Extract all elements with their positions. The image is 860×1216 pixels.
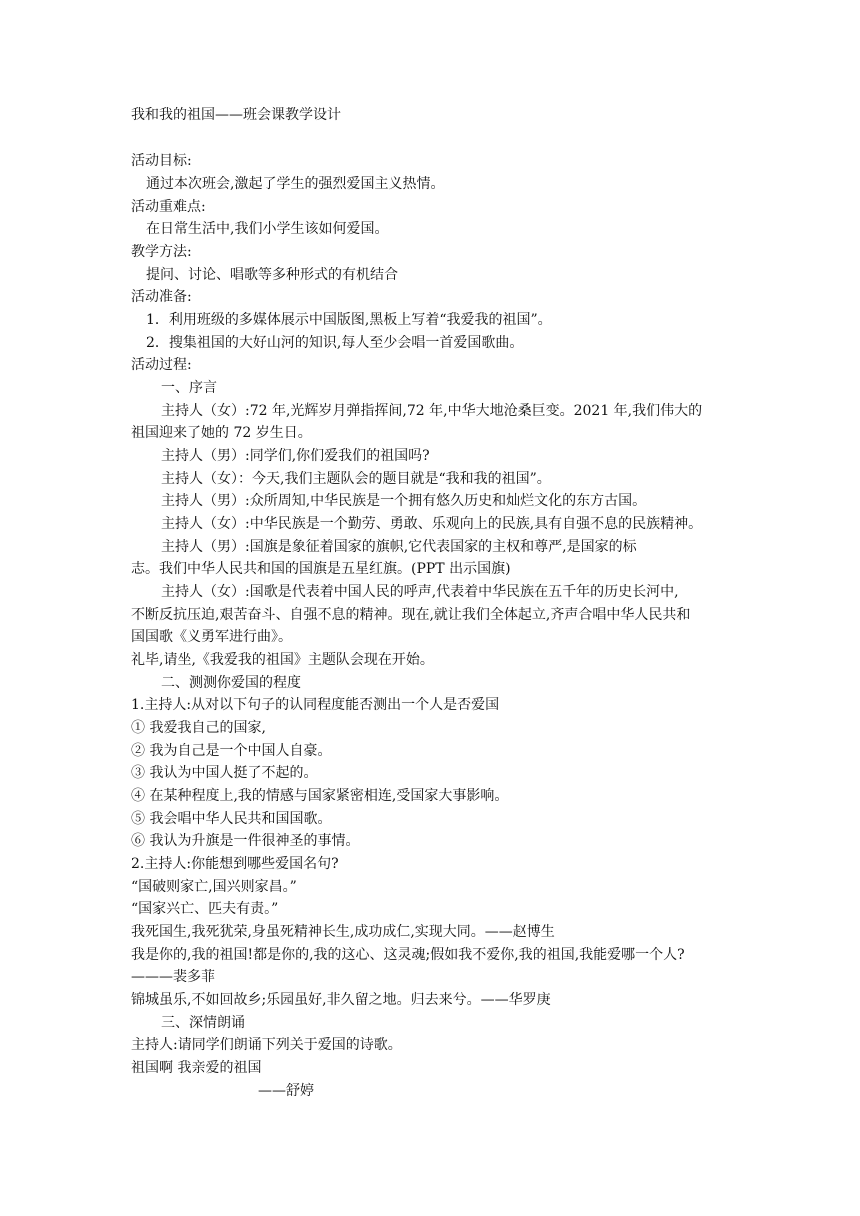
quote-line: 我是你的,我的祖国!都是你的,我的这心、这灵魂;假如我不爱你,我的祖国,我能爱哪一个人? [131, 947, 685, 963]
survey-item: ⑤ 我会唱中华人民共和国国歌。 [131, 811, 332, 827]
quote-line: “国破则家亡,国兴则家昌。” [131, 879, 297, 895]
objective-text: 通过本次班会,激起了学生的强烈爱国主义热情。 [146, 176, 445, 192]
difficulty-heading: 活动重难点: [131, 199, 206, 215]
quote-line: ———裴多菲 [131, 969, 215, 985]
survey-item: ④ 在某种程度上,我的情感与国家紧密相连,受国家大事影响。 [131, 788, 509, 804]
survey-item: ⑥ 我认为升旗是一件很神圣的事情。 [131, 833, 360, 849]
section1-line: 志。我们中华人民共和国的国旗是五星红旗。(PPT 出示国旗) [131, 561, 511, 577]
poem-author: ——舒婷 [258, 1083, 314, 1099]
difficulty-text: 在日常生活中,我们小学生该如何爱国。 [146, 221, 389, 237]
section1-line: 主持人（男）:同学们,你们爱我们的祖国吗? [161, 448, 430, 464]
section1-line: 主持人（女）:中华民族是一个勤劳、勇敢、乐观向上的民族,具有自强不息的民族精神。 [161, 516, 703, 532]
section1-line: 不断反抗压迫,艰苦奋斗、自强不息的精神。现在,就让我们全体起立,齐声合唱中华人民共和 [131, 607, 691, 623]
section1-line: 主持人（男）:国旗是象征着国家的旗帜,它代表国家的主权和尊严,是国家的标 [161, 539, 637, 555]
document-title: 我和我的祖国——班会课教学设计 [131, 107, 341, 123]
section2-title: 二、测测你爱国的程度 [161, 675, 301, 691]
section1-line: 祖国迎来了她的 72 岁生日。 [131, 425, 312, 441]
quote-line: “国家兴亡、匹夫有责。” [131, 901, 279, 917]
section2-question: 1.主持人:从对以下句子的认同程度能否测出一个人是否爱国 [131, 697, 500, 713]
prep-item: 2．搜集祖国的大好山河的知识,每人至少会唱一首爱国歌曲。 [146, 335, 524, 351]
prep-item: 1．利用班级的多媒体展示中国版图,黑板上写着“我爱我的祖国”。 [146, 312, 552, 328]
section1-line: 国国歌《义勇军进行曲》。 [131, 629, 292, 645]
section1-line: 主持人（女）:国歌是代表着中国人民的呼声,代表着中华民族在五千年的历史长河中, [161, 584, 679, 600]
section2-question: 2.主持人:你能想到哪些爱国名句? [131, 856, 339, 872]
survey-item: ③ 我认为中国人挺了不起的。 [131, 765, 318, 781]
prep-heading: 活动准备: [131, 289, 192, 305]
survey-item: ① 我爱我自己的国家, [131, 720, 266, 736]
quote-line: 我死国生,我死犹荣,身虽死精神长生,成功成仁,实现大同。——赵博生 [131, 924, 555, 940]
poem-title: 祖国啊 我亲爱的祖国 [131, 1060, 262, 1076]
section3-title: 三、深情朗诵 [161, 1015, 245, 1031]
method-text: 提问、讨论、唱歌等多种形式的有机结合 [146, 267, 398, 283]
survey-item: ② 我为自己是一个中国人自豪。 [131, 743, 332, 759]
section3-intro: 主持人:请同学们朗诵下列关于爱国的诗歌。 [131, 1037, 402, 1053]
quote-line: 锦城虽乐,不如回故乡;乐园虽好,非久留之地。归去来兮。——华罗庚 [131, 992, 551, 1008]
objective-heading: 活动目标: [131, 153, 192, 169]
process-heading: 活动过程: [131, 357, 192, 373]
section1-line: 主持人（男）:众所周知,中华民族是一个拥有悠久历史和灿烂文化的东方古国。 [161, 493, 647, 509]
section1-line: 礼毕,请坐,《我爱我的祖国》主题队会现在开始。 [131, 652, 434, 668]
section1-title: 一、序言 [161, 380, 217, 396]
section1-line: 主持人（女）：今天,我们主题队会的题目就是“我和我的祖国”。 [161, 471, 551, 487]
method-heading: 教学方法: [131, 244, 192, 260]
section1-line: 主持人（女）:72 年,光辉岁月弹指挥间,72 年,中华大地沧桑巨变。2021 年,我们伟大的 [161, 403, 703, 419]
